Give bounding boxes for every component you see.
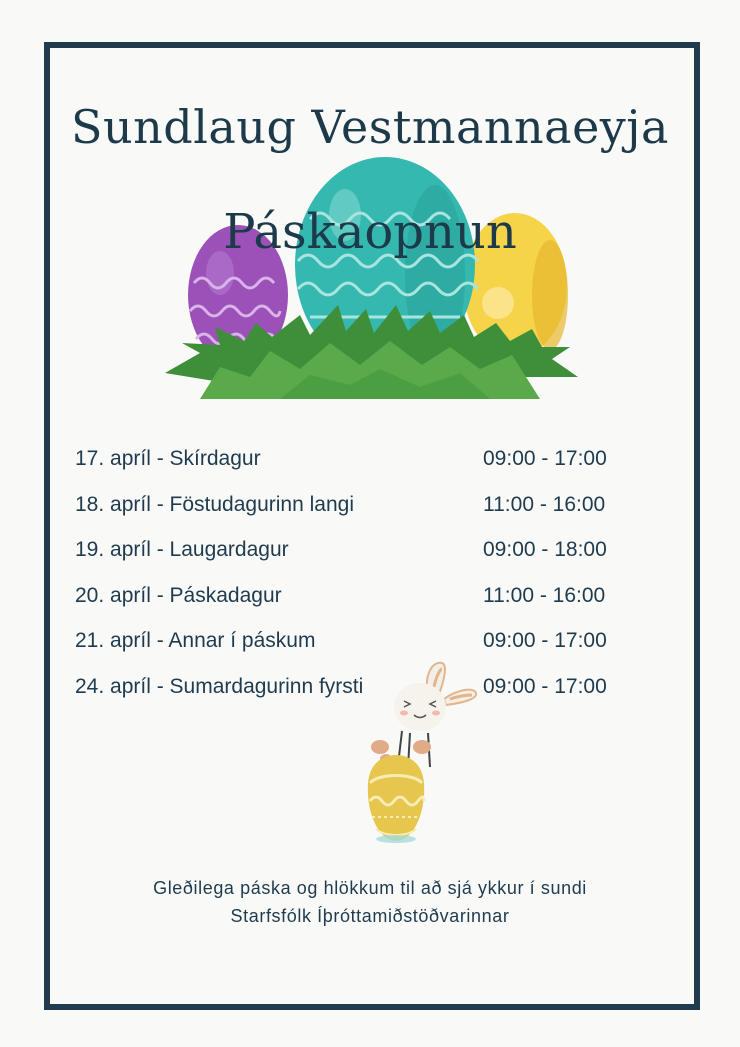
- poster-title: Sundlaug Vestmannaeyja: [71, 100, 669, 154]
- schedule-row: [75, 620, 635, 666]
- schedule-row: [75, 438, 635, 484]
- schedule-hours: 09:00 - 17:00: [483, 674, 607, 698]
- schedule-day: 20. apríl - Páskadagur: [75, 583, 282, 607]
- opening-hours-list: [75, 438, 635, 712]
- schedule-day: 17. apríl - Skírdagur: [75, 447, 261, 470]
- schedule-row: [75, 484, 635, 530]
- poster-subtitle: Páskaopnun: [223, 204, 517, 260]
- schedule-hours: 09:00 - 18:00: [483, 538, 607, 562]
- schedule-row: [75, 666, 635, 712]
- schedule-hours: 11:00 - 16:00: [483, 492, 606, 516]
- schedule-day: 18. apríl - Föstudagurinn langi: [75, 492, 354, 516]
- schedule-hours: 11:00 - 16:00: [483, 583, 606, 607]
- schedule-row: [75, 575, 635, 621]
- schedule-hours: 09:00 - 17:00: [483, 447, 607, 470]
- footer-signature: Starfsfólk Íþróttamiðstöðvarinnar: [230, 906, 510, 926]
- easter-eggs-icon: [160, 155, 580, 405]
- schedule-day: 24. apríl - Sumardagurinn fyrsti: [75, 674, 364, 698]
- footer-greeting: Gleðilega páska og hlökkum til að sjá ykkur í sundi: [153, 878, 587, 898]
- schedule-row: [75, 529, 635, 575]
- schedule-day: 21. apríl - Annar í páskum: [75, 629, 316, 653]
- schedule-hours: 09:00 - 17:00: [483, 629, 607, 653]
- schedule-day: 19. apríl - Laugardagur: [75, 538, 289, 562]
- poster-footer: [0, 874, 740, 930]
